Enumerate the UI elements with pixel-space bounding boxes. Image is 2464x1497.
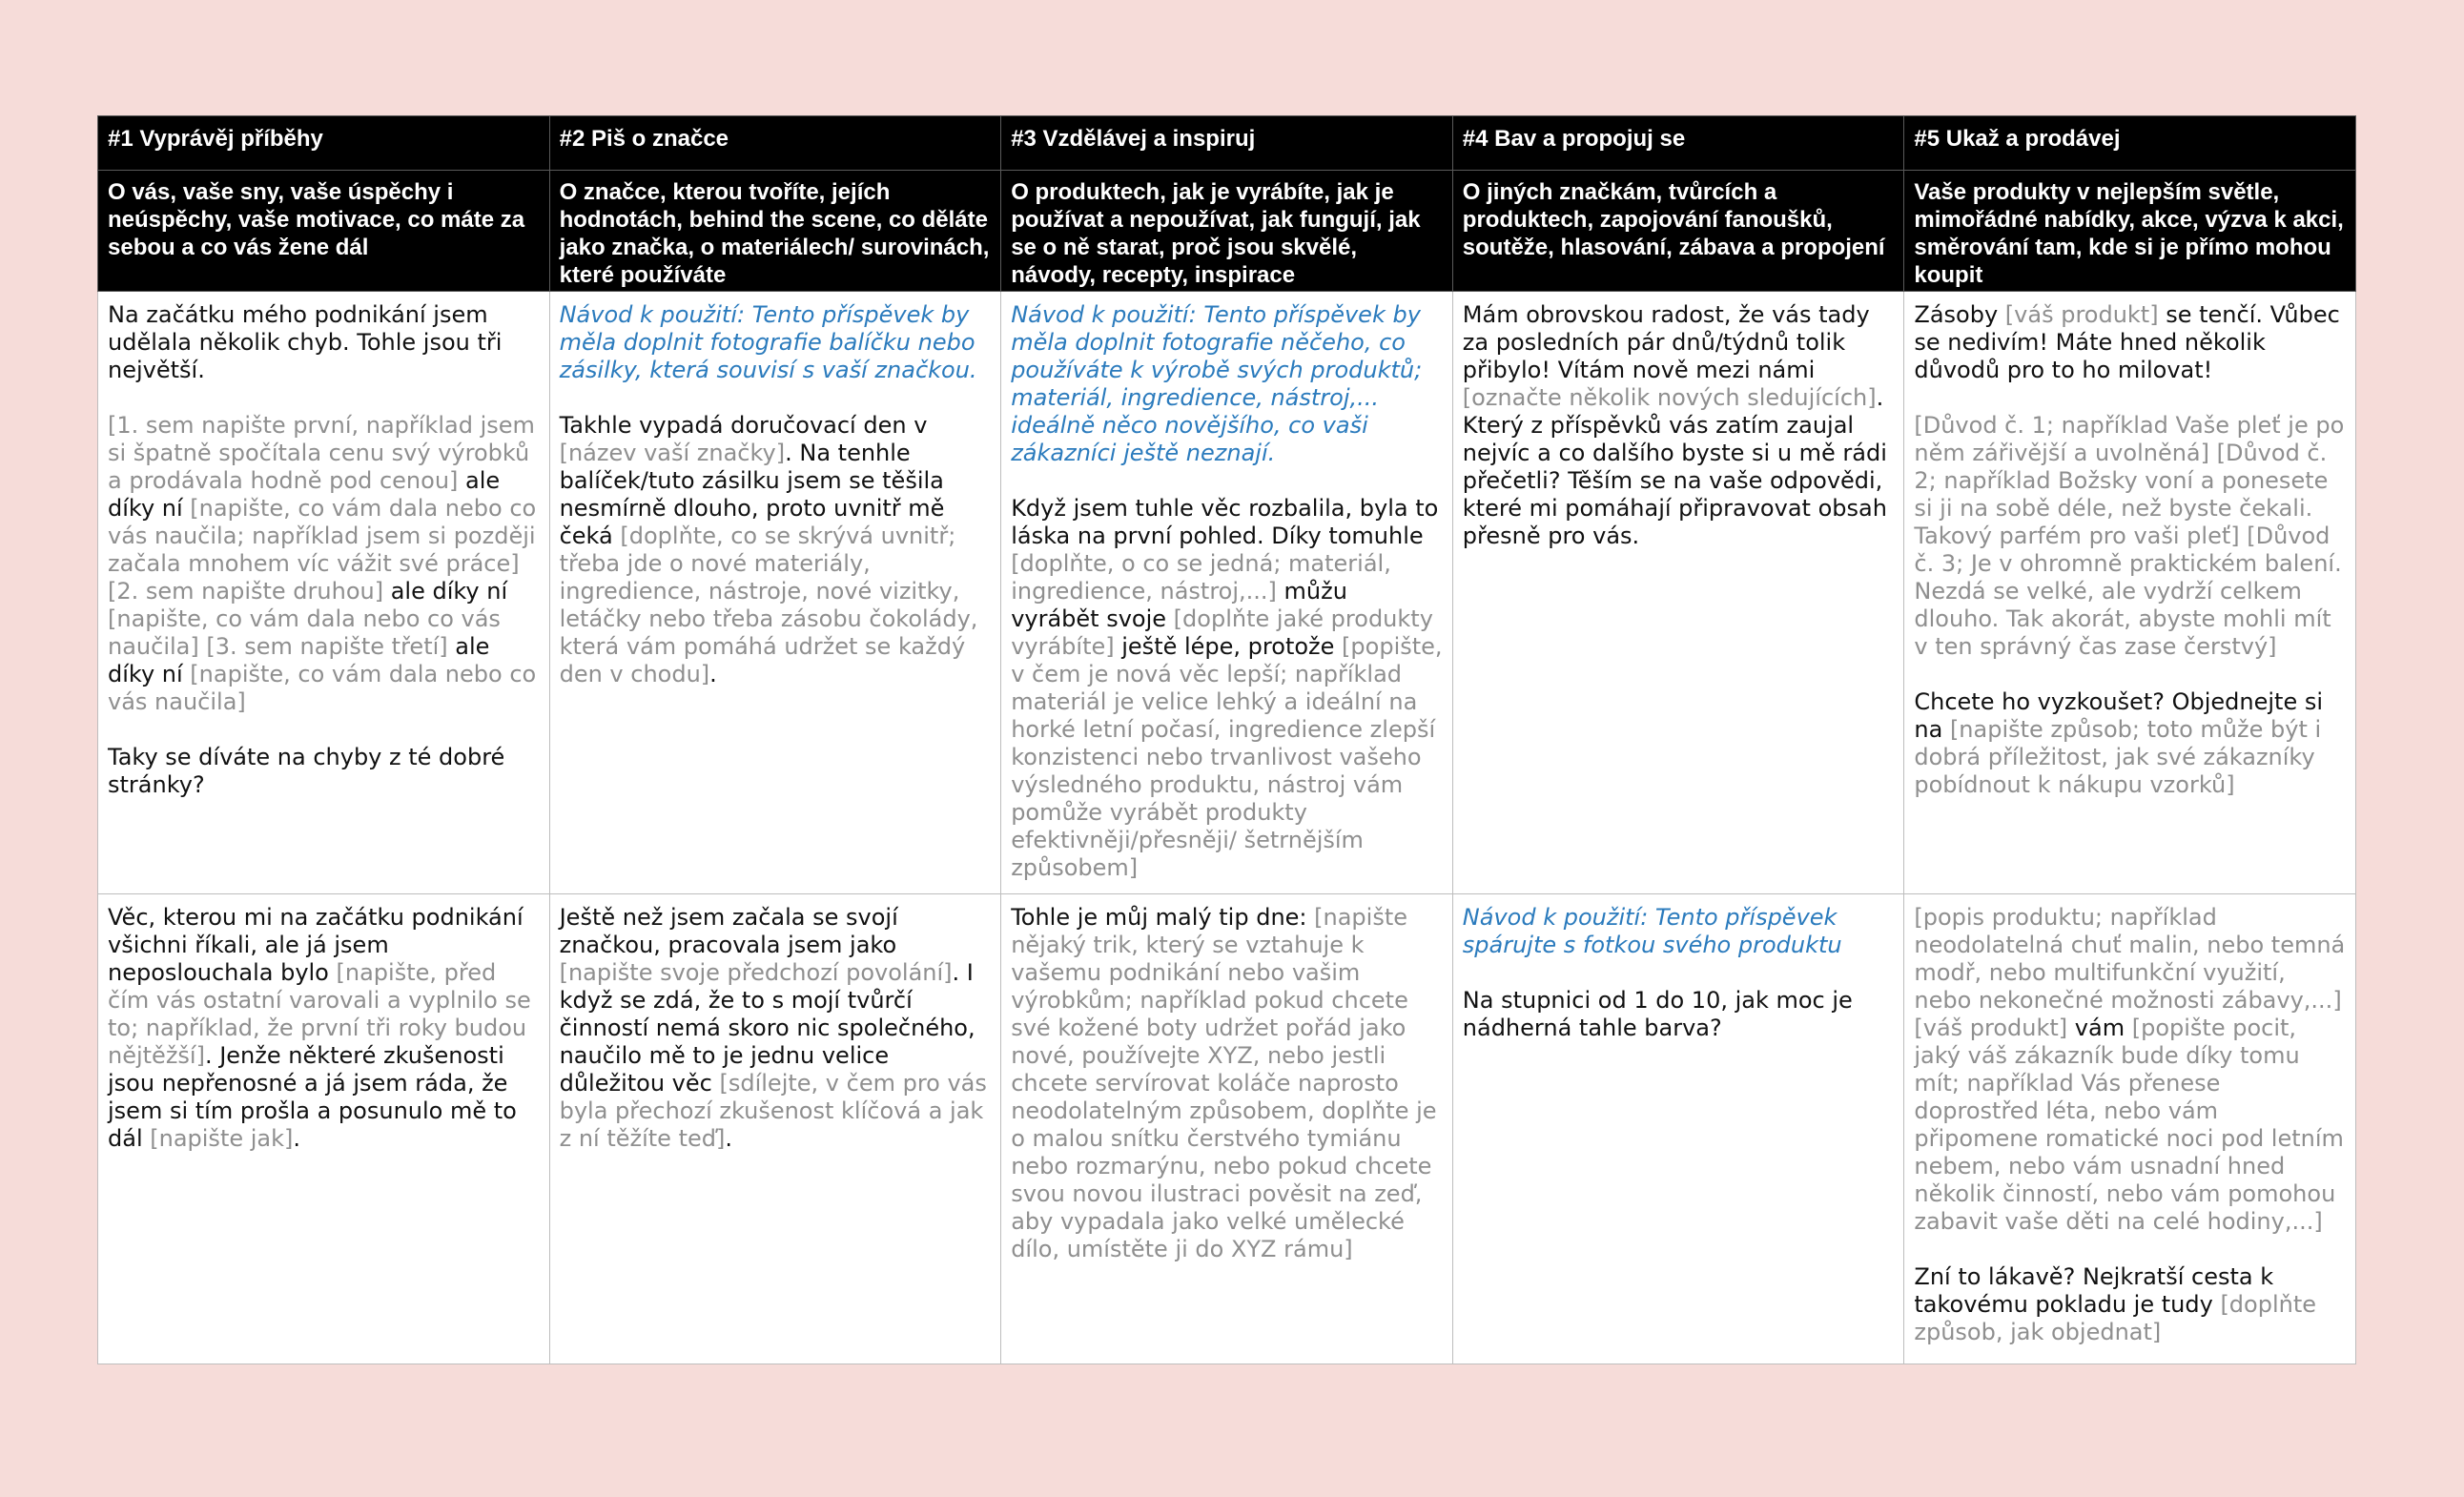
- template-text: Věc, kterou mi na začátku podnikání všichni říkali, ale já jsem neposlouchala bylo: [108, 904, 524, 986]
- template-text: Zní to lákavě? Nejkratší cesta k takovému pokladu je tudy: [1914, 1263, 2274, 1318]
- template-cell-1-4: [1452, 292, 1904, 894]
- usage-note: Návod k použití: Tento příspěvek by měla doplnit fotografie něčeho, co používáte k výrobě svých produktů; materiál, ingredience, nástroj,... ideálně něco novějšího, co vaši zákazníci ještě neznají.: [1011, 301, 1423, 466]
- template-text: Taky se díváte na chyby z té dobré stránky?: [108, 744, 505, 798]
- template-text: Zásoby: [1914, 301, 1999, 328]
- column-description-3: O produktech, jak je vyrábíte, jak je používat a nepoužívat, jak fungují, jak se o ně starat, proč jsou skvělé, návody, recepty, inspirace: [1001, 171, 1453, 292]
- placeholder-text: [doplňte, o co se jedná; materiál, ingredience, nástroj,...]: [1011, 550, 1391, 605]
- template-text: Chcete ho vyzkoušet? Objednejte si na: [1914, 688, 2324, 743]
- template-paragraph: [1914, 688, 2346, 799]
- template-cell-2-1: [98, 894, 550, 1364]
- template-cell-1-1: [98, 292, 550, 894]
- content-pillars-table: [97, 115, 2356, 1364]
- placeholder-text: [popište, v čem je nová věc lepší; například materiál je velice lehký a ideální na horké letní počasí, ingredience zlepší konzistenci nebo trvanlivost vašeho výsledného produktu, nástroj vám pomůže vyrábět produkty efektivněji/přesněji/ šetrnějším způsobem]: [1011, 633, 1443, 881]
- template-text: .: [293, 1125, 301, 1152]
- template-text: ale díky ní: [108, 467, 501, 522]
- placeholder-text: [Důvod č. 1; například Vaše pleť je po něm zářivější a uvolněná] [Důvod č. 2; například Božsky voní a ponesete si ji na sobě déle, než byste čekali. Takový parfém pro vaši pleť] [Důvod č. 3; Je v ohromně praktickém balení. Nezdá se velké, ale vydrží celkem dlouho. Tak akorát, abyste mohli mít v ten správný čas zase čerstvý]: [1914, 412, 2345, 660]
- content-pillars-table-wrapper: [97, 115, 2355, 1364]
- usage-note: Návod k použití: Tento příspěvek spárujte s fotkou svého produktu: [1462, 904, 1842, 958]
- placeholder-text: [napište, co vám dala nebo co vás naučila]: [108, 661, 537, 715]
- template-paragraph: [1011, 904, 1443, 1263]
- placeholder-text: [doplňte jaké produkty vyrábíte]: [1011, 605, 1433, 660]
- template-text: vám: [2074, 1015, 2125, 1041]
- template-paragraph: [108, 904, 540, 1153]
- template-text: .: [725, 1125, 732, 1152]
- template-cell-1-2: [549, 292, 1001, 894]
- template-cell-1-3: [1001, 292, 1453, 894]
- template-text: Ještě než jsem začala se svojí značkou, pracovala jsem jako: [559, 904, 898, 958]
- template-text: . Jenže některé zkušenosti jsou nepřenosné a já jsem ráda, že jsem si tím prošla a posunulo mě to dál: [108, 1042, 517, 1152]
- template-paragraph: [560, 904, 992, 1153]
- template-cell-1-5: [1904, 292, 2356, 894]
- template-text: Na stupnici od 1 do 10, jak moc je nádherná tahle barva?: [1462, 987, 1853, 1041]
- template-paragraph: [1011, 495, 1443, 882]
- column-description-1: O vás, vaše sny, vaše úspěchy i neúspěchy, vaše motivace, co máte za sebou a co vás žene dál: [98, 171, 550, 292]
- placeholder-text: [napište svoje předchozí povolání]: [559, 959, 953, 986]
- template-text: ještě lépe, protože: [1121, 633, 1335, 660]
- template-paragraph: [560, 412, 992, 688]
- placeholder-text: [váš produkt]: [2004, 301, 2159, 328]
- template-paragraph: [1914, 904, 2346, 1236]
- template-text: .: [709, 661, 717, 687]
- column-description-2: O značce, kterou tvoříte, jejích hodnotách, behind the scene, co děláte jako značka, o materiálech/ surovinách, které používáte: [549, 171, 1001, 292]
- template-cell-2-4: [1452, 894, 1904, 1364]
- template-text: můžu vyrábět svoje: [1011, 578, 1347, 632]
- placeholder-text: [2. sem napište druhou]: [108, 578, 384, 605]
- placeholder-text: [napište nějaký trik, který se vztahuje k vašemu podnikání nebo vašim výrobkům; například pokud chcete své kožené boty udržet pořád jako nové, používejte XYZ, nebo jestli chcete servírovat koláče naprosto neodolatelným způsobem, doplňte je o malou snítku čerstvého tymiánu nebo rozmarýnu, nebo pokud chcete svou novou ilustraci pověsit na zeď, aby vypadala jako velké umělecké dílo, umístěte ji do XYZ rámu]: [1011, 904, 1437, 1262]
- template-paragraph: [1914, 301, 2346, 384]
- placeholder-text: [doplňte způsob, jak objednat]: [1914, 1291, 2317, 1345]
- placeholder-text: [napište, před čím vás ostatní varovali a vyplnilo se to; například, že první tři roky budou nějtěžší]: [108, 959, 531, 1069]
- column-title-5: #5 Ukaž a prodávej: [1904, 116, 2356, 171]
- placeholder-text: [napište jak]: [150, 1125, 294, 1152]
- template-cell-2-2: [549, 894, 1001, 1364]
- column-description-5: Vaše produkty v nejlepším světle, mimořádné nabídky, akce, výzva k akci, směrování tam, kde si je přímo mohou koupit: [1904, 171, 2356, 292]
- template-text: . Na tenhle balíček/tuto zásilku jsem se těšila nesmírně dlouho, proto uvnitř mě čeká: [559, 440, 945, 549]
- template-paragraph: [108, 412, 540, 716]
- template-text: Když jsem tuhle věc rozbalila, byla to láska na první pohled. Díky tomuhle: [1011, 495, 1439, 549]
- template-text: ale díky ní: [108, 633, 490, 687]
- template-text: Na začátku mého podnikání jsem udělala několik chyb. Tohle jsou tři největší.: [108, 301, 503, 383]
- placeholder-text: [napište, co vám dala nebo co vás naučila; například jsem si později začala mnohem víc vážit své práce]: [108, 495, 537, 577]
- placeholder-text: [popis produktu; například neodolatelná chuť malin, nebo temná modř, nebo multifunkční využití, nebo nekonečné možnosti zábavy,...] [váš produkt]: [1914, 904, 2346, 1041]
- template-text: Takhle vypadá doručovací den v: [559, 412, 928, 439]
- template-cell-2-5: [1904, 894, 2356, 1364]
- template-text: Tohle je můj malý tip dne:: [1011, 904, 1307, 931]
- placeholder-text: [napište způsob; toto může být i dobrá příležitost, jak své zákazníky pobídnout k nákupu vzorků]: [1914, 716, 2322, 798]
- template-text: ale díky ní: [390, 578, 508, 605]
- template-paragraph: [1463, 301, 1895, 550]
- template-text: . Který z příspěvků vás zatím zaujal nejvíc a co dalšího byste si u mě rádi přečetli? Těším se na vaše odpovědi, které mi pomáhají připravovat obsah přesně pro vás.: [1462, 384, 1887, 549]
- template-paragraph: [1914, 1263, 2346, 1346]
- template-row-1: [98, 292, 2356, 894]
- placeholder-text: [popište pocit, jaký váš zákazník bude díky tomu mít; například Vás přenese doprostřed léta, nebo vám připomene romatické noci pod letním nebem, nebo vám usnadní hned několik činností, nebo vám pomohou zabavit vaše děti na celé hodiny,...]: [1914, 1015, 2344, 1235]
- column-title-4: #4 Bav a propojuj se: [1452, 116, 1904, 171]
- column-title-2: #2 Piš o značce: [549, 116, 1001, 171]
- placeholder-text: [název vaší značky]: [559, 440, 786, 466]
- template-cell-2-3: [1001, 894, 1453, 1364]
- column-title-1: #1 Vyprávěj příběhy: [98, 116, 550, 171]
- header-title-row: [98, 116, 2356, 171]
- column-description-4: O jiných značkám, tvůrcích a produktech, zapojování fanoušků, soutěže, hlasování, zábava a propojení: [1452, 171, 1904, 292]
- usage-note: Návod k použití: Tento příspěvek by měla doplnit fotografie balíčku nebo zásilky, která souvisí s vaší značkou.: [559, 301, 977, 383]
- template-text: se tenčí. Vůbec se nedivím! Máte hned několik důvodů pro to ho milovat!: [1914, 301, 2340, 383]
- placeholder-text: [označte několik nových sledujících]: [1462, 384, 1877, 411]
- placeholder-text: [sdílejte, v čem pro vás byla přechozí zkušenost klíčová a jak z ní těžíte teď]: [559, 1070, 987, 1152]
- template-text: . I když se zdá, že to s mojí tvůrčí činností nemá skoro nic společného, naučilo mě to je jednu velice důležitou věc: [559, 959, 975, 1097]
- placeholder-text: [1. sem napište první, například jsem si špatně spočítala cenu svý výrobků a prodávala hodně pod cenou]: [108, 412, 535, 494]
- placeholder-text: [napište, co vám dala nebo co vás naučila]: [108, 605, 501, 660]
- template-text: Mám obrovskou radost, že vás tady za posledních pár dnů/týdnů tolik přibylo! Vítám nově mezi námi: [1462, 301, 1870, 383]
- placeholder-text: [3. sem napište třetí]: [206, 633, 448, 660]
- column-title-3: #3 Vzdělávej a inspiruj: [1001, 116, 1453, 171]
- placeholder-text: [doplňte, co se skrývá uvnitř; třeba jde o nové materiály, ingredience, nástroje, nové vizitky, letáčky nebo třeba zásobu čokolády, která vám pomáhá udržet se každý den v chodu]: [559, 523, 978, 687]
- header-description-row: [98, 171, 2356, 292]
- template-row-2: [98, 894, 2356, 1364]
